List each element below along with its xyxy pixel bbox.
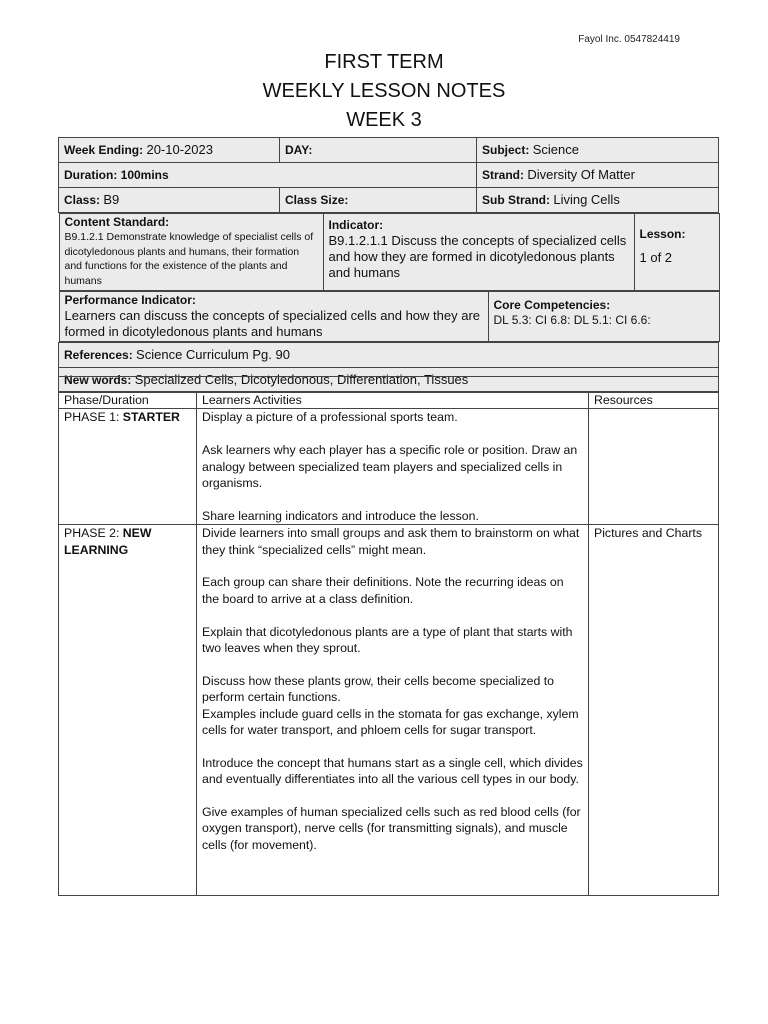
- lesson-cell: [634, 214, 719, 291]
- lesson-label: Lesson:: [639, 227, 686, 241]
- document-title: [0, 48, 768, 135]
- subject-cell: [477, 138, 719, 163]
- phase2-row: [59, 525, 719, 896]
- phase2-prefix: PHASE 2:: [64, 526, 123, 541]
- week-ending-cell: [59, 138, 280, 163]
- references-value: Science Curriculum Pg. 90: [136, 347, 290, 362]
- subject-value: Science: [532, 142, 579, 157]
- lesson-value: 1 of 2: [639, 250, 673, 265]
- phase2-paragraph: Explain that dicotyledonous plants are a type of plant that starts with two leaves when they sprout.: [202, 624, 573, 656]
- phase2-paragraph: Give examples of human specialized cells such as red blood cells (for oxygen transport), nerve cells (for transmitting signals), and muscle cells (for movement).: [202, 805, 581, 852]
- indicator-cell: [323, 214, 634, 291]
- lesson-activities-table: [58, 376, 719, 896]
- content-standard-text: B9.1.2.1 Demonstrate knowledge of specialist cells of dicotyledonous plants and humans, their formation and functions for the existence of the plants and humans: [64, 231, 314, 287]
- header-row-week: [59, 138, 719, 163]
- phase1-paragraph: Display a picture of a professional sports team.: [202, 410, 458, 425]
- content-standard-label: Content Standard:: [64, 215, 170, 229]
- new-words-label: New words:: [64, 373, 132, 387]
- phase2-paragraph: Divide learners into small groups and ask them to brainstorm on what they think “specialized cells” might mean.: [202, 526, 580, 557]
- phase1-cell: [59, 409, 197, 525]
- performance-subtable: [59, 291, 720, 342]
- references-cell: [59, 343, 719, 368]
- phase1-activities: [197, 409, 589, 525]
- phase2-activities: [197, 525, 589, 896]
- publisher-contact: Fayol Inc. 0547824419: [578, 34, 680, 45]
- week-ending-label: Week Ending:: [64, 143, 144, 157]
- indicator-label: Indicator:: [328, 218, 384, 232]
- strand-value: Diversity Of Matter: [527, 167, 635, 182]
- phase2-name-line1: NEW: [122, 526, 152, 541]
- class-value: B9: [103, 192, 120, 207]
- notes-title: WEEKLY LESSON NOTES: [262, 80, 506, 102]
- phase2-cell: [59, 525, 197, 896]
- duration-label: Duration: 100mins: [64, 167, 169, 182]
- performance-indicator-cell: [59, 292, 488, 342]
- term-title: FIRST TERM: [324, 51, 444, 73]
- class-cell: [59, 188, 280, 213]
- subject-label: Subject:: [482, 143, 530, 157]
- class-label: Class:: [64, 193, 101, 207]
- performance-indicator-text: Learners can discuss the concepts of specialized cells and how they are formed in dicotyledonous plants and humans: [64, 308, 481, 339]
- phase2-paragraph: Discuss how these plants grow, their cells become specialized to perform certain functions.: [202, 673, 554, 705]
- strand-label: Strand:: [482, 168, 524, 182]
- spacer-row: [59, 377, 719, 392]
- core-competencies-label: Core Competencies:: [493, 298, 611, 312]
- indicator-text: B9.1.2.1.1 Discuss the concepts of specialized cells and how they are formed in dicotyledonous plants and humans: [328, 233, 627, 280]
- class-size-label: Class Size:: [285, 192, 349, 207]
- header-row-class: [59, 188, 719, 213]
- performance-indicator-label: Performance Indicator:: [64, 293, 196, 307]
- phase2-resources: Pictures and Charts: [589, 525, 719, 896]
- phase1-name: STARTER: [122, 410, 180, 425]
- col-activities-header: Learners Activities: [197, 392, 589, 409]
- day-cell: [280, 138, 477, 163]
- phase1-paragraph: Share learning indicators and introduce the lesson.: [202, 508, 479, 523]
- phase2-paragraph: Examples include guard cells in the stomata for gas exchange, xylem cells for water transport, and phloem cells for sugar transport.: [202, 706, 579, 738]
- header-row-references: [59, 343, 719, 368]
- sub-strand-value: Living Cells: [553, 192, 620, 207]
- week-title: WEEK 3: [346, 109, 422, 131]
- header-row-duration: [59, 163, 719, 188]
- phase1-paragraph: Ask learners why each player has a specific role or position. Draw an analogy between specialized team players and specialized cells in organisms.: [202, 443, 578, 491]
- core-competencies-text: DL 5.3: CI 6.8: DL 5.1: CI 6.6:: [493, 313, 651, 327]
- week-ending-value: 20-10-2023: [146, 142, 213, 157]
- new-words-value: Specialized Cells, Dicotyledonous, Differentiation, Tissues: [134, 372, 469, 387]
- phase2-name-line2: LEARNING: [64, 542, 129, 557]
- phase1-prefix: PHASE 1:: [64, 410, 123, 425]
- lesson-header-table: [58, 137, 719, 393]
- phase2-paragraph: Each group can share their definitions. Note the recurring ideas on the board to arrive at a class definition.: [202, 575, 564, 606]
- sub-strand-label: Sub Strand:: [482, 193, 550, 207]
- header-row-performance: [59, 291, 719, 343]
- class-size-cell: [280, 188, 477, 213]
- col-resources-header: Resources: [589, 392, 719, 409]
- standards-subtable: [59, 213, 720, 291]
- phase1-resources: [589, 409, 719, 525]
- col-phase-header: Phase/Duration: [59, 392, 197, 409]
- core-competencies-cell: [488, 292, 719, 342]
- day-label: DAY:: [285, 142, 313, 157]
- references-label: References:: [64, 348, 133, 362]
- column-header-row: [59, 392, 719, 409]
- phase2-paragraph: Introduce the concept that humans start as a single cell, which divides and eventually differentiates into all the various cell types in our body.: [202, 755, 583, 787]
- duration-cell: [59, 163, 477, 188]
- content-standard-cell: [59, 214, 323, 291]
- header-row-standards: [59, 213, 719, 292]
- sub-strand-cell: [477, 188, 719, 213]
- phase1-row: [59, 409, 719, 525]
- strand-cell: [477, 163, 719, 188]
